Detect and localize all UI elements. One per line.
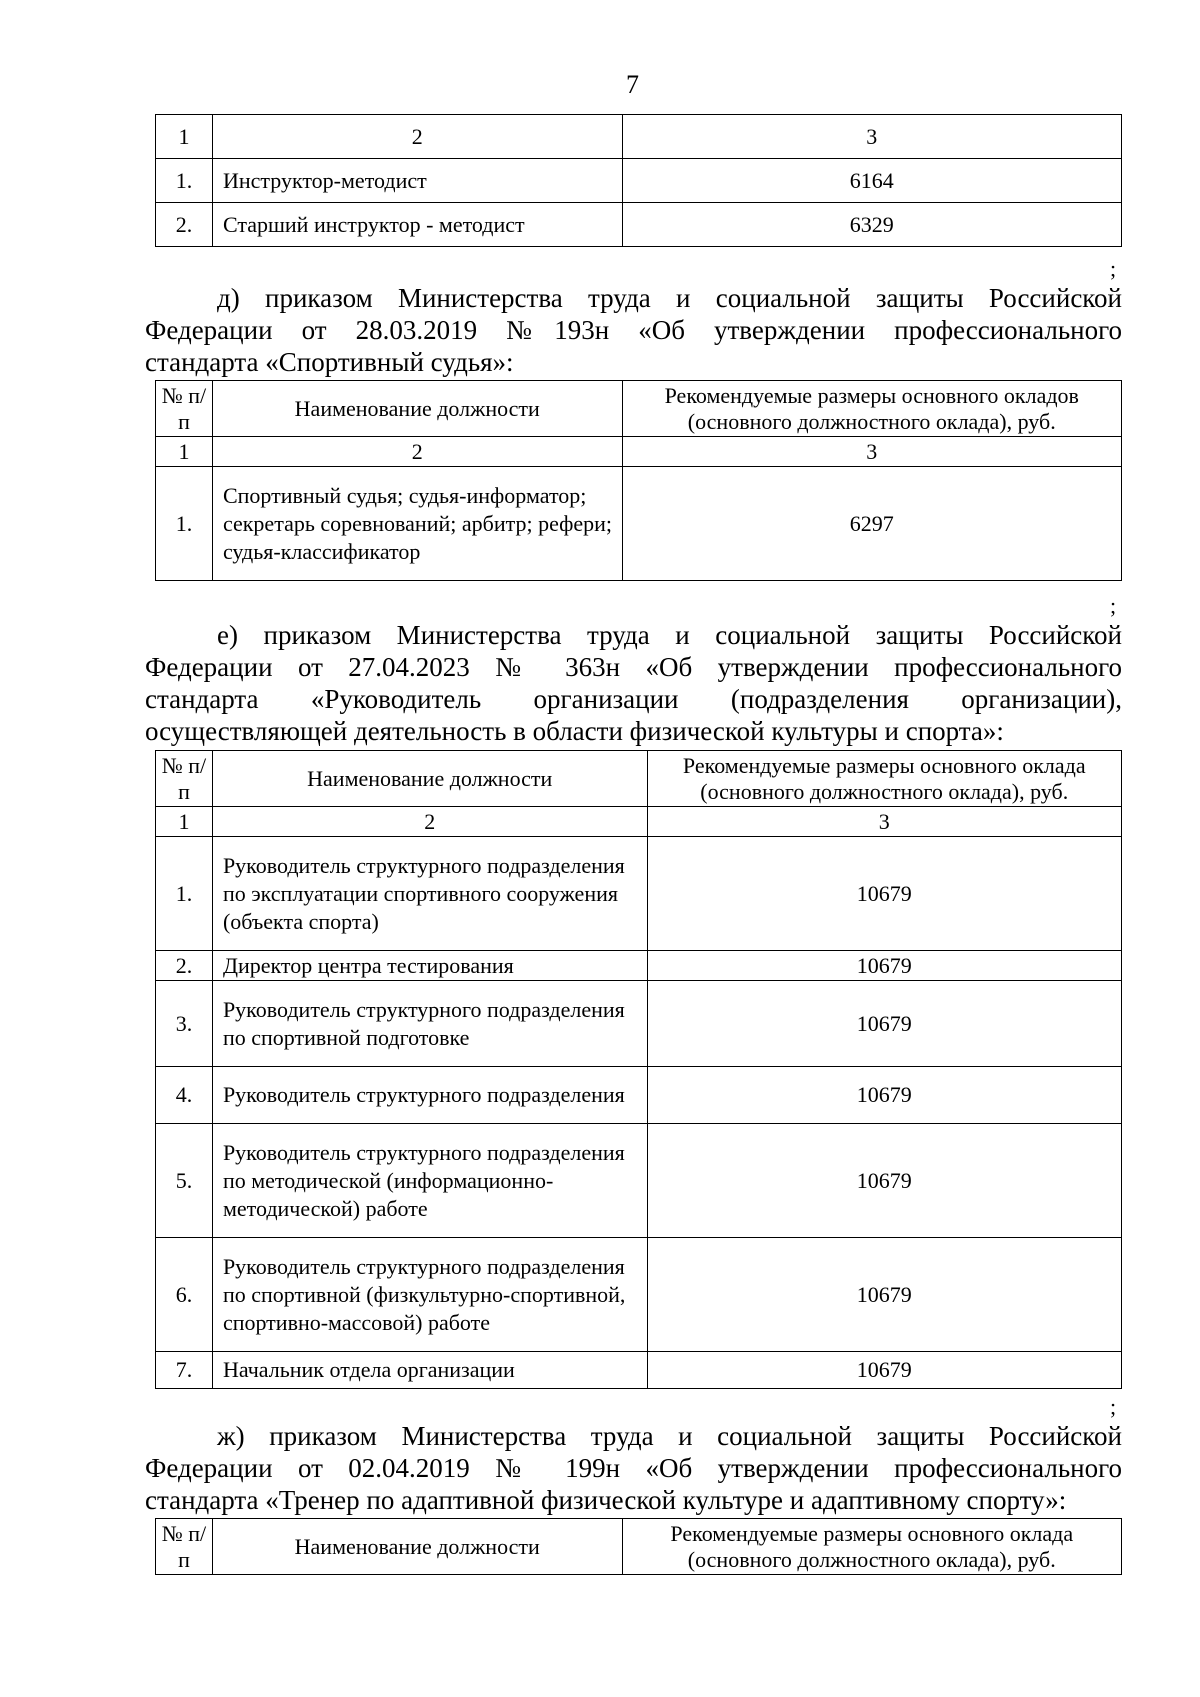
- table-continuation: [155, 114, 1122, 247]
- col-index-3: 3: [622, 115, 1121, 159]
- paragraph-d: [145, 282, 1122, 378]
- table-header-row: [156, 381, 1122, 437]
- semicolon: ;: [1110, 593, 1117, 618]
- table-zh: [155, 1518, 1122, 1575]
- table-row: [156, 1352, 1122, 1389]
- table-row: [156, 1238, 1122, 1352]
- salary-value: 10679: [647, 951, 1121, 981]
- salary-value: 10679: [647, 1124, 1121, 1238]
- salary-value: 6164: [622, 159, 1121, 203]
- table-row: [156, 159, 1122, 203]
- table-row: [156, 1124, 1122, 1238]
- paragraph-zh: [145, 1420, 1122, 1516]
- semicolon: ;: [1110, 256, 1117, 281]
- row-number: 2.: [156, 951, 213, 981]
- table-row: [156, 981, 1122, 1067]
- position-title: Старший инструктор - методист: [212, 203, 622, 247]
- col-index-2: 2: [212, 807, 647, 837]
- col-index-2: 2: [212, 115, 622, 159]
- position-title: Руководитель структурного подразделения по спортивной подготовке: [212, 981, 647, 1067]
- table-index-row: [156, 437, 1122, 467]
- header-salary: Рекомендуемые размеры основного оклада (основного должностного оклада), руб.: [647, 751, 1121, 807]
- position-title: Руководитель структурного подразделения: [212, 1067, 647, 1124]
- row-number: 3.: [156, 981, 213, 1067]
- header-position: Наименование должности: [212, 751, 647, 807]
- paragraph-line: осуществляющей деятельность в области физической культуры и спорта»:: [145, 716, 1004, 746]
- position-title: Начальник отдела организации: [212, 1352, 647, 1389]
- table-row: [156, 951, 1122, 981]
- row-number: 7.: [156, 1352, 213, 1389]
- table-row: [156, 1067, 1122, 1124]
- header-position: Наименование должности: [212, 381, 622, 437]
- col-index-1: 1: [156, 437, 213, 467]
- salary-value: 10679: [647, 1067, 1121, 1124]
- col-index-1: 1: [156, 115, 213, 159]
- salary-value: 10679: [647, 1238, 1121, 1352]
- paragraph-line: стандарта «Спортивный судья»:: [145, 347, 514, 377]
- position-title: Спортивный судья; судья-информатор; секретарь соревнований; арбитр; рефери; судья-классификатор: [212, 467, 622, 581]
- table-e: [155, 750, 1122, 1389]
- row-number: 6.: [156, 1238, 213, 1352]
- paragraph-e: [145, 619, 1122, 747]
- table-row: [156, 203, 1122, 247]
- row-number: 1.: [156, 467, 213, 581]
- paragraph-line: стандарта «Тренер по адаптивной физической культуре и адаптивному спорту»:: [145, 1485, 1067, 1515]
- table-index-row: [156, 807, 1122, 837]
- row-number: 1.: [156, 837, 213, 951]
- row-number: 2.: [156, 203, 213, 247]
- paragraph-line: д) приказом Министерства труда и социальной защиты Российской: [217, 283, 1122, 313]
- salary-value: 10679: [647, 981, 1121, 1067]
- semicolon: ;: [1110, 1394, 1117, 1419]
- salary-value: 10679: [647, 1352, 1121, 1389]
- header-position: Наименование должности: [212, 1519, 622, 1575]
- salary-value: 6297: [622, 467, 1121, 581]
- col-index-1: 1: [156, 807, 213, 837]
- table-row: [156, 467, 1122, 581]
- table-d: [155, 380, 1122, 581]
- row-number: 4.: [156, 1067, 213, 1124]
- paragraph-line: Федерации от 02.04.2019 № 199н «Об утверждении профессионального: [145, 1453, 1122, 1483]
- col-index-3: 3: [622, 437, 1121, 467]
- salary-value: 10679: [647, 837, 1121, 951]
- table-index-row: [156, 115, 1122, 159]
- header-number: № п/п: [156, 1519, 213, 1575]
- position-title: Руководитель структурного подразделения по методической (информационно- методической) работе: [212, 1124, 647, 1238]
- table-header-row: [156, 1519, 1122, 1575]
- header-salary: Рекомендуемые размеры основного оклада (основного должностного оклада), руб.: [622, 1519, 1121, 1575]
- position-title: Руководитель структурного подразделения по эксплуатации спортивного сооружения (объекта спорта): [212, 837, 647, 951]
- paragraph-line: стандарта «Руководитель организации (подразделения организации),: [145, 684, 1122, 714]
- table-header-row: [156, 751, 1122, 807]
- salary-value: 6329: [622, 203, 1121, 247]
- header-salary: Рекомендуемые размеры основного окладов (основного должностного оклада), руб.: [622, 381, 1121, 437]
- col-index-2: 2: [212, 437, 622, 467]
- position-title: Руководитель структурного подразделения по спортивной (физкультурно-спортивной, спортивно-массовой) работе: [212, 1238, 647, 1352]
- col-index-3: 3: [647, 807, 1121, 837]
- row-number: 5.: [156, 1124, 213, 1238]
- paragraph-line: Федерации от 28.03.2019 №193н «Об утверждении профессионального: [145, 315, 1122, 345]
- page-number: 7: [626, 70, 639, 99]
- position-title: Директор центра тестирования: [212, 951, 647, 981]
- position-title: Инструктор-методист: [212, 159, 622, 203]
- row-number: 1.: [156, 159, 213, 203]
- table-row: [156, 837, 1122, 951]
- header-number: № п/п: [156, 751, 213, 807]
- header-number: № п/п: [156, 381, 213, 437]
- paragraph-line: е) приказом Министерства труда и социальной защиты Российской: [217, 620, 1122, 650]
- paragraph-line: ж) приказом Министерства труда и социальной защиты Российской: [217, 1421, 1122, 1451]
- paragraph-line: Федерации от 27.04.2023 № 363н «Об утверждении профессионального: [145, 652, 1122, 682]
